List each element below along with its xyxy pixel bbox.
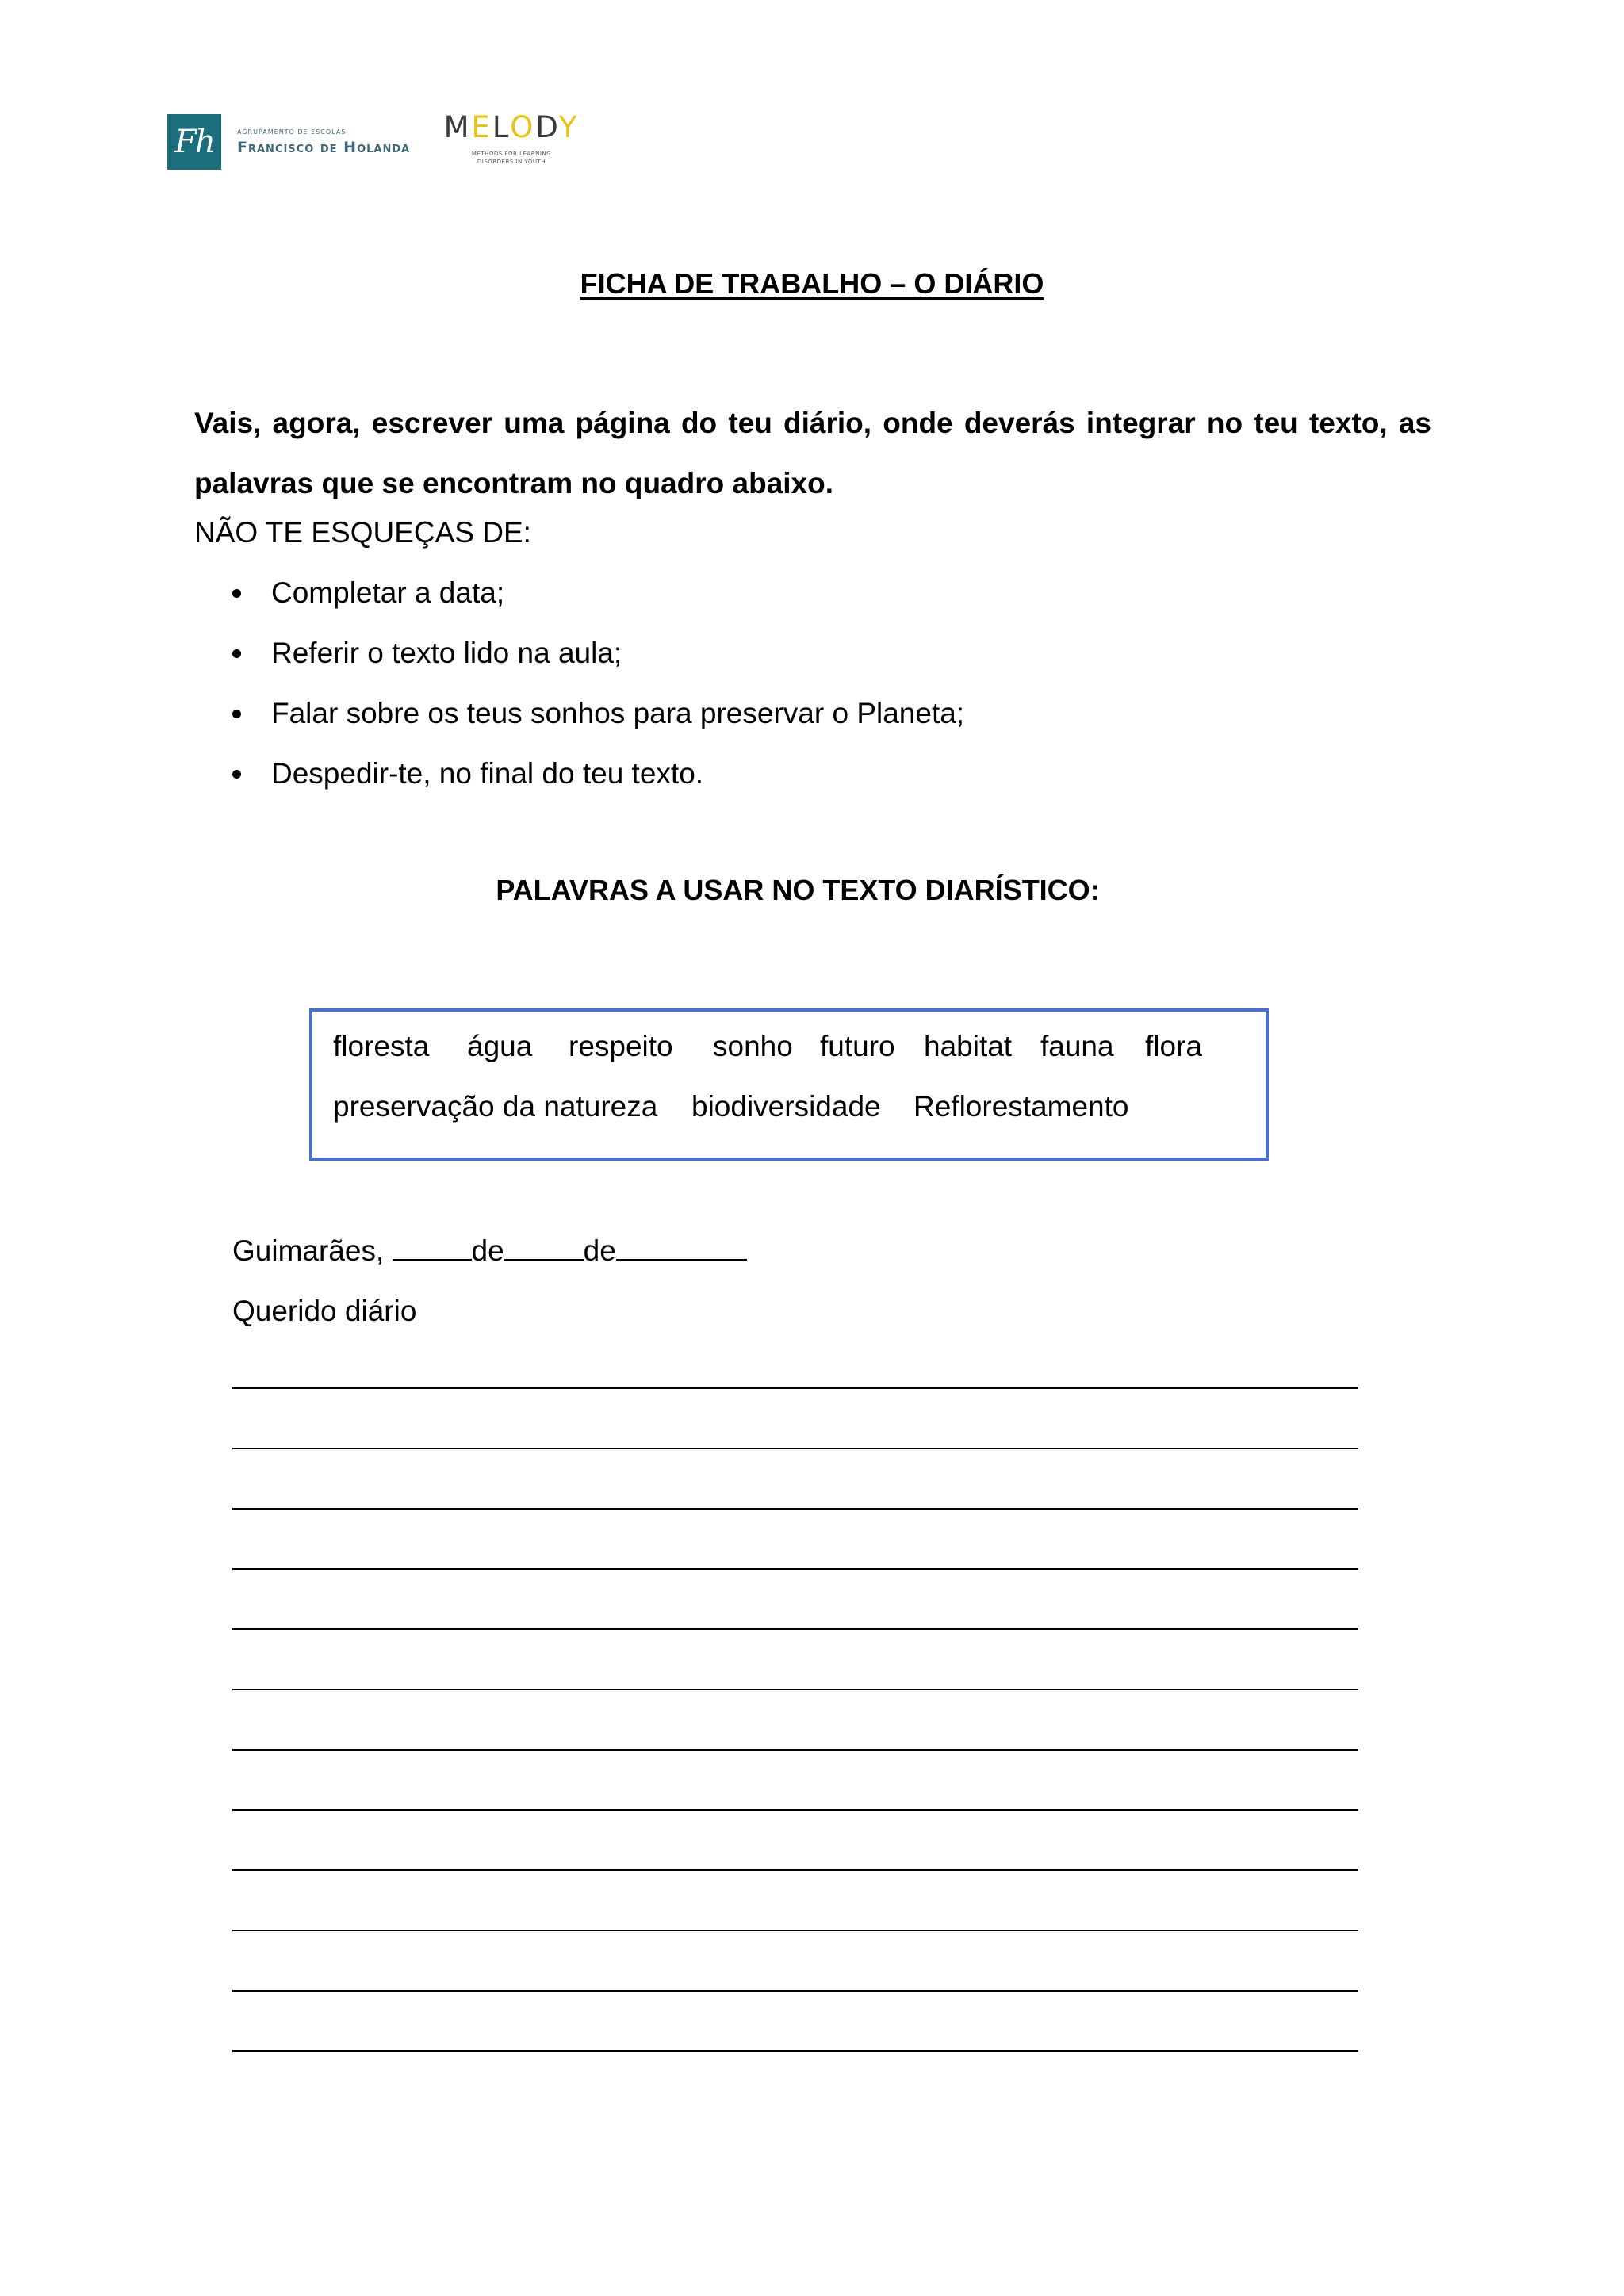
school-logo-text — [237, 128, 410, 156]
word-flora: flora — [1145, 1030, 1202, 1062]
word-fauna: fauna — [1040, 1030, 1114, 1062]
melody-letter: M — [443, 110, 472, 144]
reminder-list — [194, 574, 964, 815]
school-logo-mark: Fh — [167, 114, 221, 170]
writing-line[interactable] — [232, 1508, 1358, 1510]
list-item-text: Falar sobre os teus sonhos para preservar o Planeta; — [271, 697, 965, 729]
instructions-paragraph: Vais, agora, escrever uma página do teu diário, onde deverás integrar no teu texto, as palavras que se encontram no quadro abaixo. — [194, 407, 1431, 499]
list-item — [194, 755, 964, 815]
melody-letter: Y — [558, 110, 580, 144]
writing-line[interactable] — [232, 1387, 1358, 1389]
school-logo — [167, 113, 410, 170]
worksheet-title: FICHA DE TRABALHO – O DIÁRIO — [580, 267, 1044, 300]
date-de-label: de — [583, 1234, 616, 1267]
word-agua: água — [467, 1030, 533, 1062]
melody-letter: O — [510, 110, 536, 144]
bullet-icon — [232, 649, 241, 658]
day-blank[interactable] — [393, 1232, 472, 1261]
word-reflorestamento: Reflorestamento — [914, 1090, 1129, 1123]
word-list-heading: PALAVRAS A USAR NO TEXTO DIARÍSTICO: — [496, 874, 1100, 906]
bullet-icon — [232, 710, 241, 718]
salutation: Querido diário — [232, 1295, 417, 1327]
writing-line[interactable] — [232, 1689, 1358, 1690]
month-blank[interactable] — [504, 1232, 584, 1261]
writing-line[interactable] — [232, 2050, 1358, 2052]
bullet-icon — [232, 770, 241, 779]
melody-letter: L — [492, 110, 511, 144]
writing-line[interactable] — [232, 1809, 1358, 1811]
melody-tagline-line: DISORDERS IN YOUTH — [477, 159, 546, 165]
word-biodiversidade: biodiversidade — [691, 1090, 881, 1123]
melody-letter: D — [535, 110, 559, 144]
melody-tagline — [472, 150, 551, 166]
list-item-text: Completar a data; — [271, 576, 505, 609]
reminder-heading: NÃO TE ESQUEÇAS DE: — [194, 516, 531, 549]
list-item — [194, 695, 964, 755]
city-label: Guimarães, — [232, 1234, 385, 1267]
word-box — [309, 1008, 1269, 1161]
melody-logo — [436, 110, 587, 166]
bullet-icon — [232, 589, 241, 598]
list-item — [194, 574, 964, 634]
word-respeito: respeito — [569, 1030, 673, 1062]
list-item-text: Referir o texto lido na aula; — [271, 637, 622, 669]
list-item-text: Despedir-te, no final do teu texto. — [271, 757, 704, 790]
writing-line[interactable] — [232, 1990, 1358, 1992]
list-item — [194, 634, 964, 695]
date-line — [232, 1232, 747, 1270]
word-floresta: floresta — [333, 1030, 430, 1062]
word-sonho: sonho — [713, 1030, 793, 1062]
melody-letter: E — [471, 110, 492, 144]
word-preservacao-da-natureza: preservação da natureza — [333, 1090, 658, 1123]
writing-line[interactable] — [232, 1568, 1358, 1570]
melody-wordmark — [443, 110, 580, 144]
melody-tagline-line: METHODS FOR LEARNING — [471, 151, 552, 157]
writing-line[interactable] — [232, 1930, 1358, 1931]
writing-line[interactable] — [232, 1628, 1358, 1630]
word-futuro: futuro — [820, 1030, 895, 1062]
year-blank[interactable] — [616, 1232, 747, 1261]
school-group-label: AGRUPAMENTO DE ESCOLAS — [237, 128, 347, 136]
writing-line[interactable] — [232, 1869, 1358, 1871]
writing-line[interactable] — [232, 1448, 1358, 1449]
school-name: Francisco de Holanda — [237, 138, 411, 156]
writing-line[interactable] — [232, 1749, 1358, 1751]
word-habitat: habitat — [924, 1030, 1013, 1062]
date-de-label: de — [471, 1234, 504, 1267]
